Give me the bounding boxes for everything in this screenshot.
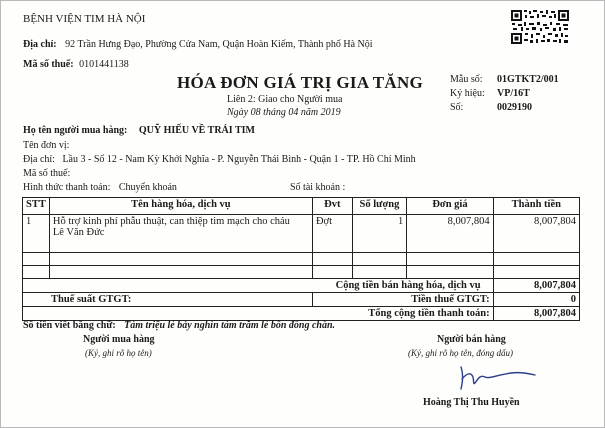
items-table: [22, 197, 580, 321]
seller-address-row: [23, 39, 373, 50]
vat-label: Tiền thuế GTGT:: [312, 293, 493, 307]
table-row: [23, 215, 580, 253]
seller-signature-title: Người bán hàng: [437, 334, 506, 345]
buyer-signature-title: Người mua hàng: [83, 334, 155, 345]
buyer-name: QUỸ HIẾU VỀ TRÁI TIM: [138, 125, 255, 136]
row-quantity: 1: [352, 215, 407, 253]
buyer-signature-note: (Ký, ghi rõ họ tên): [85, 348, 152, 358]
buyer-tax-label: Mã số thuế:: [23, 168, 71, 179]
qr-code-icon: [510, 9, 570, 45]
amount-words: Tám triệu lẻ bảy nghìn tám trăm lẻ bốn đồng chẵn.: [124, 320, 336, 331]
subtotal-row: [23, 279, 580, 293]
invoice-date: Ngày 08 tháng 04 năm 2019: [227, 107, 341, 118]
payment-label: Hình thức thanh toán:: [23, 182, 111, 193]
row-description: [49, 215, 312, 253]
payment-row: [23, 182, 177, 193]
number-value: 0029190: [497, 102, 532, 113]
buyer-address-row: [23, 154, 416, 165]
handwritten-signature: [453, 363, 543, 393]
seller-signer-name: Hoàng Thị Thu Huyền: [423, 397, 520, 408]
amount-words-row: [23, 320, 335, 331]
total-row: [23, 307, 580, 321]
buyer-name-row: [23, 125, 255, 136]
number-label: Số:: [450, 102, 464, 113]
vat-value: 0: [493, 293, 579, 307]
vat-rate-label: Thuế suất GTGT:: [23, 293, 313, 307]
table-header-row: [23, 198, 580, 215]
row-unit: Đợt: [312, 215, 352, 253]
row-amount: 8,007,804: [493, 215, 579, 253]
seller-name: BỆNH VIỆN TIM HÀ NỘI: [23, 13, 146, 25]
subtotal-label: Cộng tiền bán hàng hóa, dịch vụ: [23, 279, 494, 293]
buyer-address-label: Địa chỉ:: [23, 154, 55, 165]
subtotal-value: 8,007,804: [493, 279, 579, 293]
seller-tax-row: [23, 59, 129, 70]
header-description: Tên hàng hóa, dịch vụ: [49, 198, 312, 215]
buyer-name-label: Họ tên người mua hàng:: [23, 125, 128, 136]
seller-tax-code: 0101441138: [79, 59, 129, 70]
table-row: [23, 266, 580, 279]
serial-value: VP/16T: [497, 88, 530, 99]
seller-address-label: Địa chỉ:: [23, 39, 57, 50]
header-unit-price: Đơn giá: [407, 198, 493, 215]
amount-words-label: Số tiền viết bằng chữ:: [23, 320, 116, 331]
seller-signature-note: (Ký, ghi rõ họ tên, đóng dấu): [408, 348, 513, 358]
table-row: [23, 253, 580, 266]
payment-method: Chuyển khoản: [118, 182, 177, 193]
vat-row: [23, 293, 580, 307]
total-value: 8,007,804: [493, 307, 579, 321]
buyer-unit-label: Tên đơn vị:: [23, 140, 70, 151]
header-unit: Đvt: [312, 198, 352, 215]
row-description-line2: Lê Văn Đức: [52, 227, 105, 238]
header-quantity: Số lượng: [352, 198, 407, 215]
form-label: Mẫu số:: [450, 74, 483, 85]
total-label: Tổng cộng tiền thanh toán:: [23, 307, 494, 321]
header-stt: STT: [23, 198, 50, 215]
row-unit-price: 8,007,804: [407, 215, 493, 253]
seller-tax-label: Mã số thuế:: [23, 59, 74, 70]
header-amount: Thành tiền: [493, 198, 579, 215]
serial-label: Ký hiệu:: [450, 88, 485, 99]
account-label: Số tài khoản :: [290, 182, 346, 193]
row-description-line1: Hỗ trợ kinh phí phẫu thuật, can thiệp tim mạch cho cháu: [52, 216, 290, 227]
buyer-address: Lầu 3 - Số 12 - Nam Kỳ Khởi Nghĩa - P. Nguyễn Thái Bình - Quận 1 - TP. Hồ Chí Minh: [62, 154, 416, 165]
seller-address: 92 Trần Hưng Đạo, Phường Cửa Nam, Quận Hoàn Kiếm, Thành phố Hà Nội: [65, 39, 373, 50]
invoice-title: HÓA ĐƠN GIÁ TRỊ GIA TĂNG: [177, 73, 424, 92]
form-value: 01GTKT2/001: [497, 74, 559, 85]
row-stt: 1: [23, 215, 50, 253]
invoice-copy: Liên 2: Giao cho Người mua: [227, 94, 343, 105]
